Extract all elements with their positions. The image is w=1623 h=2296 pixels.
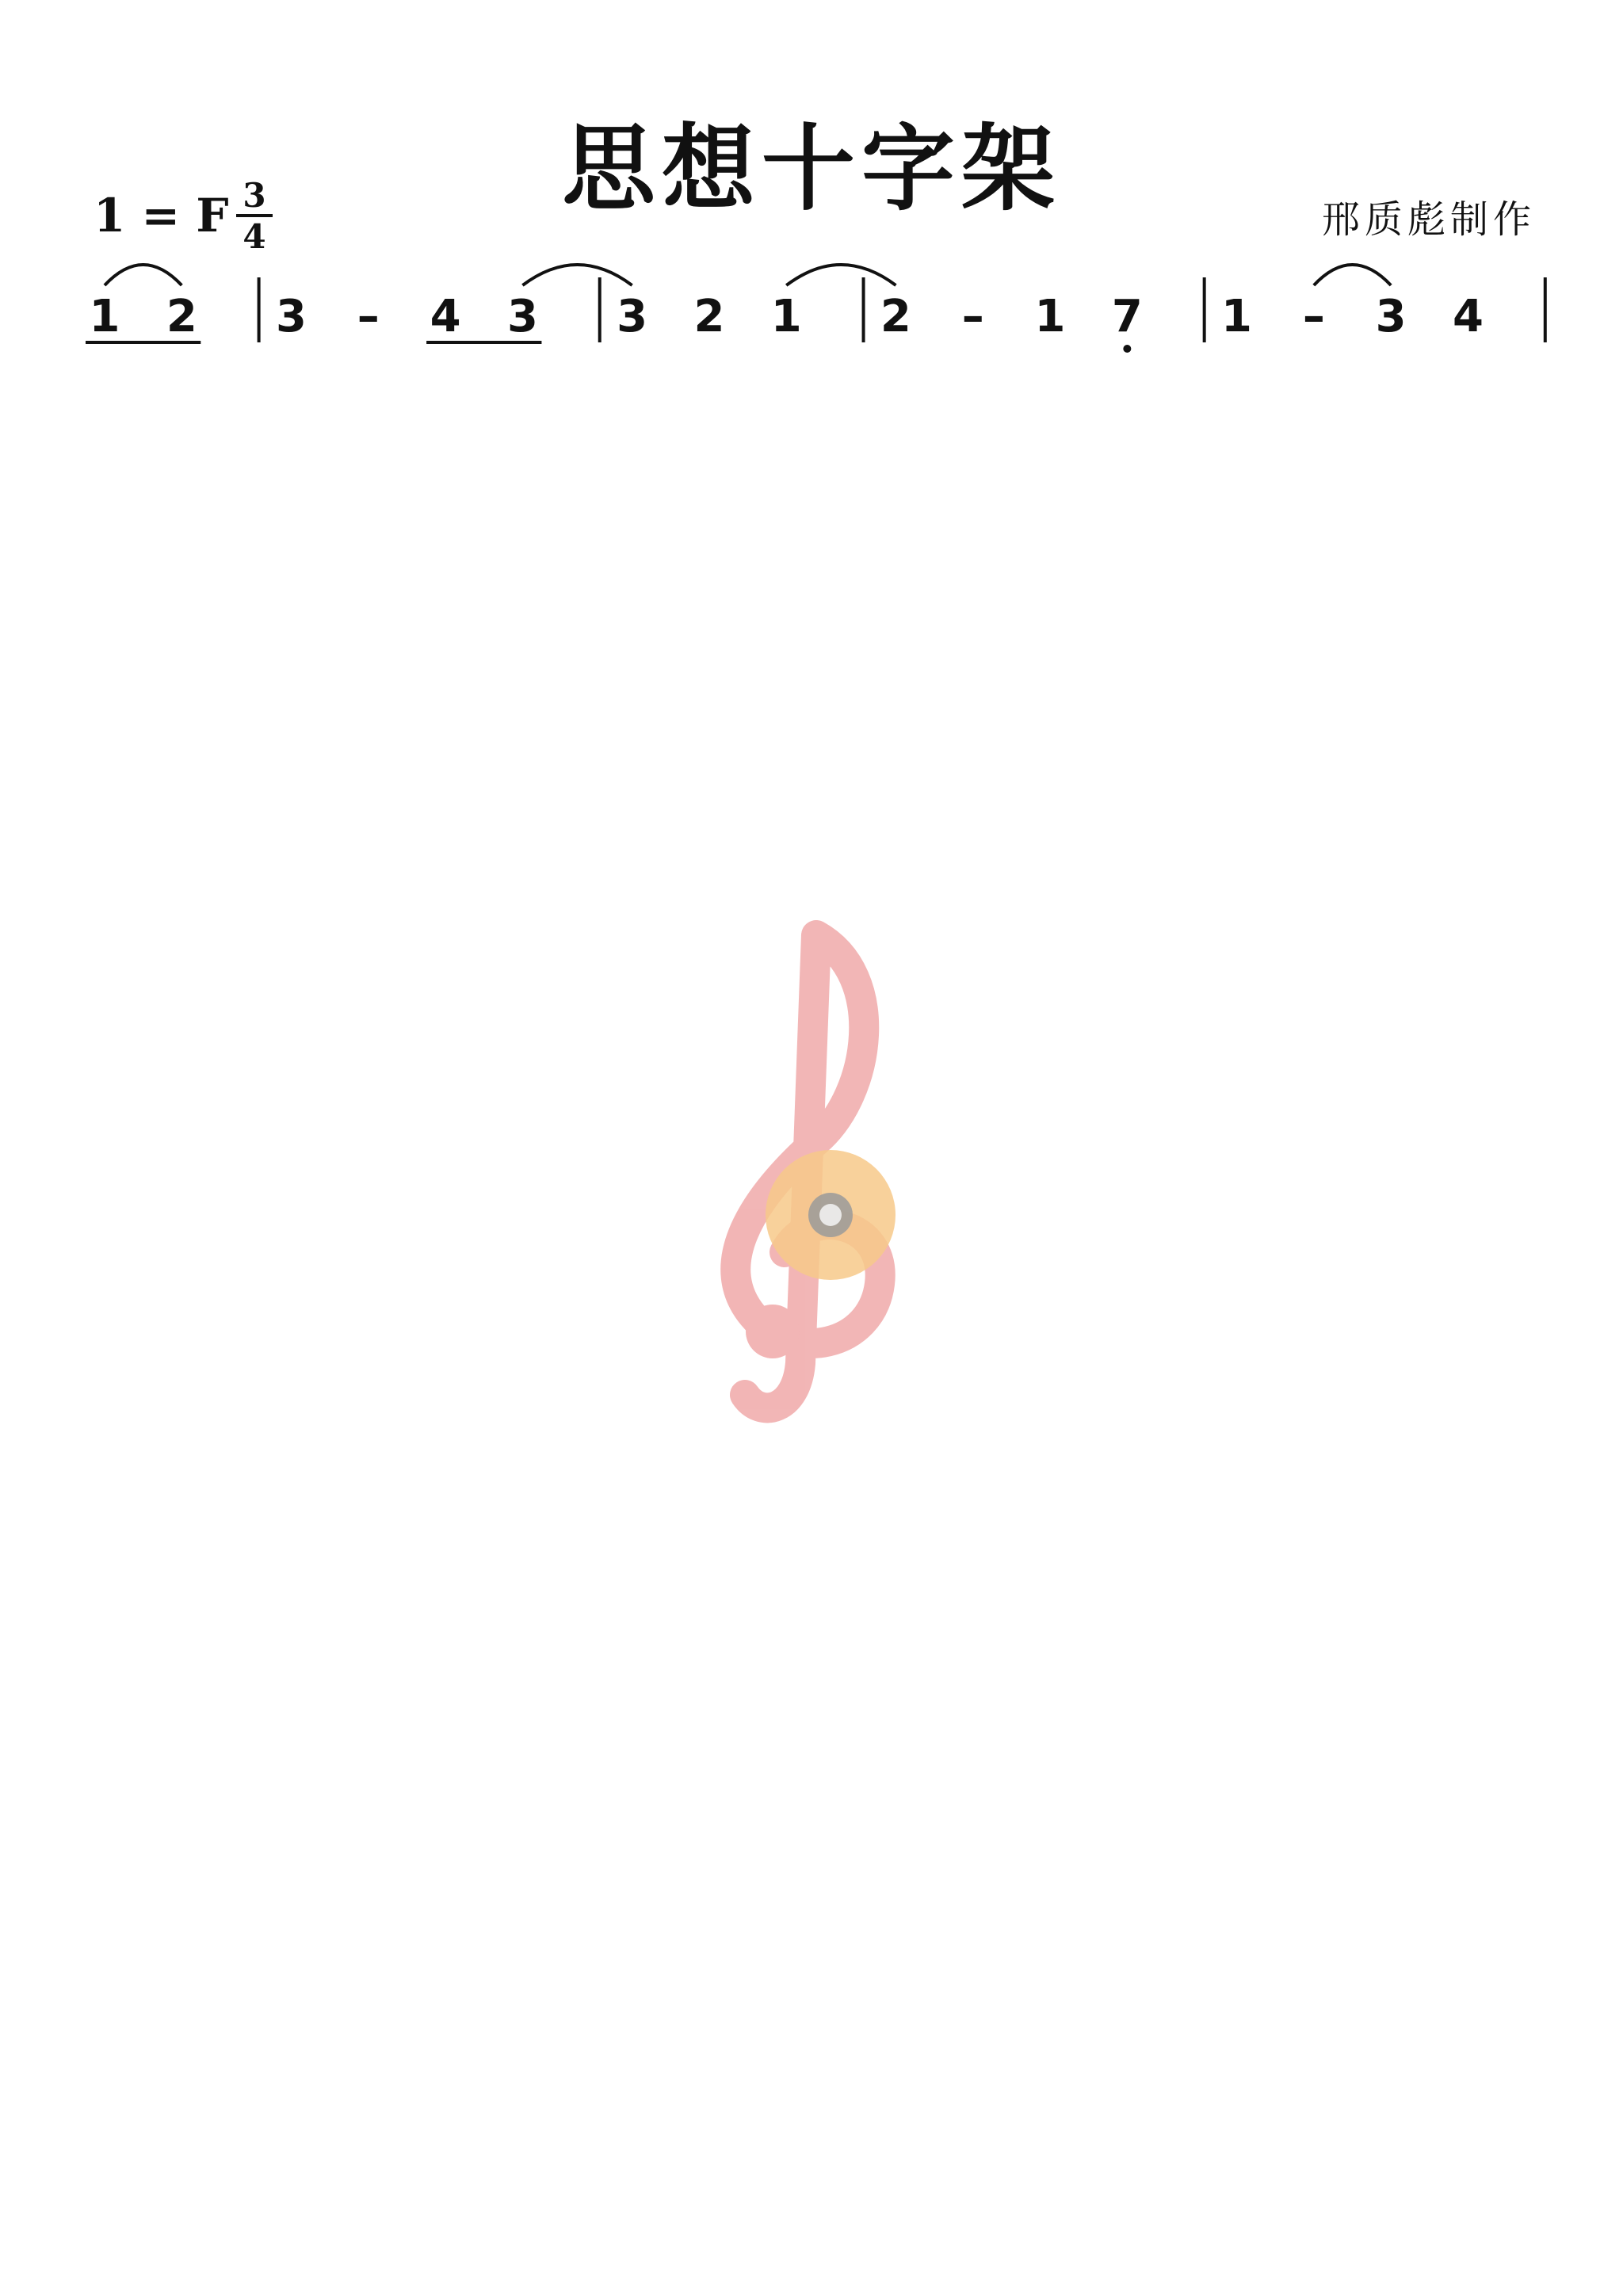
- note: 2: [166, 291, 197, 342]
- author-credit: 邢质彪制作: [1321, 197, 1536, 242]
- time-signature-top: 3: [242, 176, 266, 215]
- note: 3: [1375, 291, 1407, 342]
- note: 1: [1221, 291, 1253, 342]
- slur: [105, 265, 181, 285]
- note: 7: [1111, 291, 1143, 342]
- note: 3: [276, 291, 307, 342]
- note-dash: –: [961, 291, 984, 342]
- note: 3: [617, 291, 648, 342]
- page-title: 思想十字架: [561, 114, 1061, 223]
- note: 4: [430, 291, 461, 342]
- time-signature-bottom: 4: [242, 217, 266, 256]
- note-dash: –: [1302, 291, 1325, 342]
- slur: [1314, 265, 1391, 285]
- octave-dot-below: [1123, 345, 1131, 353]
- note-dash: –: [357, 291, 380, 342]
- note: 2: [693, 291, 725, 342]
- slur: [522, 265, 632, 285]
- key-signature: 1 = F: [94, 189, 229, 243]
- note: 1: [770, 291, 802, 342]
- note: 1: [89, 291, 120, 342]
- note: 3: [506, 291, 538, 342]
- note: 2: [880, 291, 911, 342]
- note: 4: [1452, 291, 1484, 342]
- slur: [786, 265, 896, 285]
- note: 1: [1034, 291, 1066, 342]
